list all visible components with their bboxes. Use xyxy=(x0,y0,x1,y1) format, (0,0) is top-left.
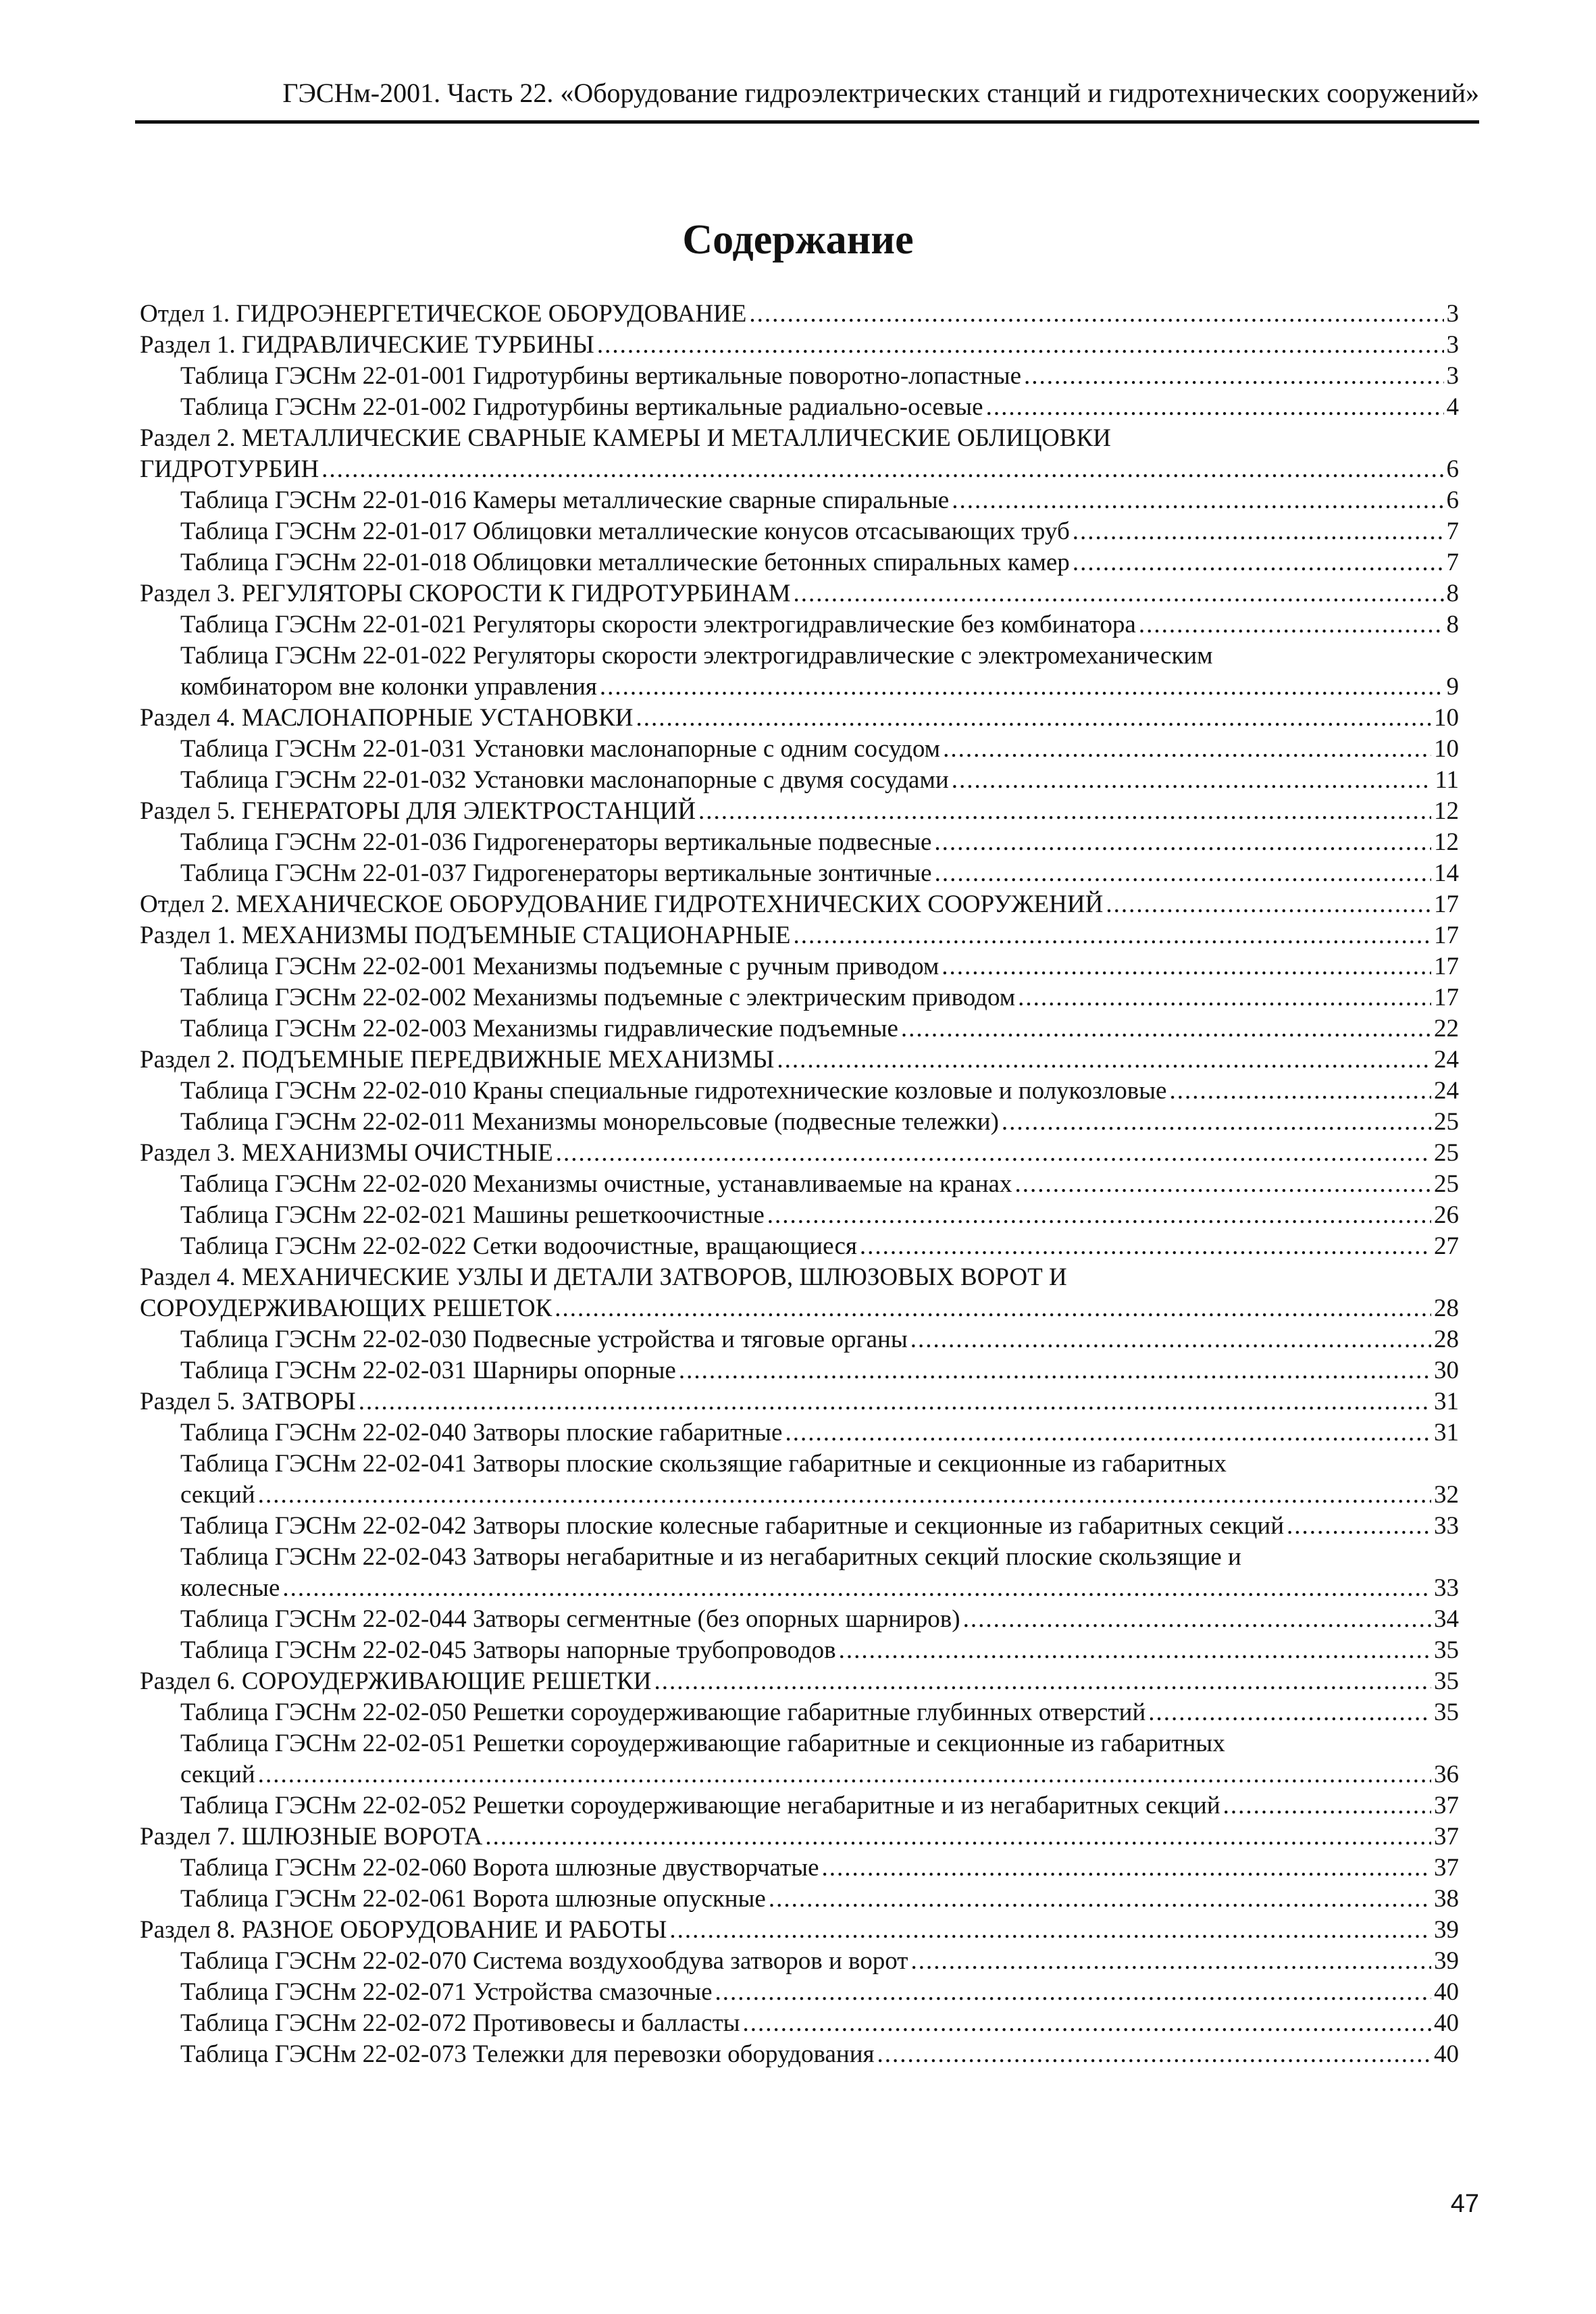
toc-leader-dots xyxy=(986,392,1444,423)
toc-section-entry[interactable] xyxy=(140,920,1459,951)
toc-section-entry[interactable] xyxy=(140,1666,1459,1697)
toc-page-number: 37 xyxy=(1434,1792,1459,1819)
toc-entry-text: Раздел 1. ГИДРАВЛИЧЕСКИЕ ТУРБИНЫ xyxy=(140,331,594,359)
toc-page-number: 36 xyxy=(1434,1761,1459,1788)
toc-page-number: 38 xyxy=(1434,1885,1459,1913)
toc-leader-dots xyxy=(934,827,1431,858)
toc-leader-dots xyxy=(793,920,1431,951)
toc-table-entry[interactable] xyxy=(140,1417,1459,1449)
toc-entry-text: Таблица ГЭСНм 22-02-011 Механизмы монорельсовые (подвесные тележки) xyxy=(180,1108,999,1136)
toc-leader-dots xyxy=(282,1573,1431,1604)
toc-table-entry[interactable] xyxy=(140,1511,1459,1542)
toc-leader-dots xyxy=(359,1386,1431,1417)
toc-page-number: 31 xyxy=(1434,1388,1459,1415)
toc-leader-dots xyxy=(1223,1790,1431,1821)
toc-section-entry[interactable] xyxy=(140,299,1459,330)
toc-page-number: 11 xyxy=(1435,766,1459,794)
toc-leader-dots xyxy=(767,1200,1431,1231)
toc-entry-text: секций xyxy=(180,1481,255,1509)
toc-page-number: 3 xyxy=(1446,362,1459,390)
toc-entry-text: Раздел 4. МЕХАНИЧЕСКИЕ УЗЛЫ И ДЕТАЛИ ЗАТВОРОВ, ШЛЮЗОВЫХ ВОРОТ И xyxy=(140,1263,1067,1291)
toc-page-number: 14 xyxy=(1434,859,1459,887)
toc-entry-text: Отдел 2. МЕХАНИЧЕСКОЕ ОБОРУДОВАНИЕ ГИДРОТЕХНИЧЕСКИХ СООРУЖЕНИЙ xyxy=(140,890,1104,918)
toc-entry-text: Таблица ГЭСНм 22-01-021 Регуляторы скорости электрогидравлические без комбинатора xyxy=(180,611,1136,638)
toc-page-number: 17 xyxy=(1434,890,1459,918)
toc-entry-text: Отдел 1. ГИДРОЭНЕРГЕТИЧЕСКОЕ ОБОРУДОВАНИЕ xyxy=(140,300,747,328)
toc-leader-dots xyxy=(679,1355,1431,1386)
toc-entry-text: Раздел 3. РЕГУЛЯТОРЫ СКОРОСТИ К ГИДРОТУРБИНАМ xyxy=(140,580,791,607)
toc-page-number: 24 xyxy=(1434,1077,1459,1105)
toc-entry-text: Таблица ГЭСНм 22-02-072 Противовесы и балласты xyxy=(180,2009,740,2037)
toc-entry-text: Таблица ГЭСНм 22-02-003 Механизмы гидравлические подъемные xyxy=(180,1015,898,1042)
toc-leader-dots xyxy=(597,330,1444,361)
toc-entry-text: комбинатором вне колонки управления xyxy=(180,673,597,701)
toc-entry-text: Таблица ГЭСНм 22-02-040 Затворы плоские габаритные xyxy=(180,1419,783,1447)
toc-entry-text: Таблица ГЭСНм 22-02-031 Шарниры опорные xyxy=(180,1357,676,1384)
toc-entry-text: Таблица ГЭСНм 22-01-037 Гидрогенераторы вертикальные зонтичные xyxy=(180,859,932,887)
toc-table-entry[interactable] xyxy=(140,1542,1459,1604)
toc-leader-dots xyxy=(822,1853,1432,1884)
toc-leader-dots xyxy=(860,1231,1431,1262)
toc-table-entry[interactable] xyxy=(140,1169,1459,1200)
toc-leader-dots xyxy=(636,703,1431,734)
toc-entry-text: Таблица ГЭСНм 22-02-042 Затворы плоские колесные габаритные и секционные из габаритных секций xyxy=(180,1512,1285,1540)
toc-table-entry[interactable] xyxy=(140,734,1459,765)
toc-table-entry[interactable] xyxy=(140,765,1459,796)
header-rule xyxy=(135,120,1479,124)
toc-entry-text: Таблица ГЭСНм 22-01-016 Камеры металлические сварные спиральные xyxy=(180,486,950,514)
toc-entry-text: Таблица ГЭСНм 22-02-052 Решетки сороудерживающие негабаритные и из негабаритных секций xyxy=(180,1792,1220,1819)
toc-table-entry[interactable] xyxy=(140,1977,1459,2008)
toc-page-number: 33 xyxy=(1434,1512,1459,1540)
toc-page-number: 35 xyxy=(1434,1699,1459,1726)
toc-page-number: 37 xyxy=(1434,1823,1459,1851)
toc-leader-dots xyxy=(715,1977,1432,2008)
toc-page-number: 7 xyxy=(1446,518,1459,545)
toc-section-entry[interactable] xyxy=(140,578,1459,609)
toc-page-number: 4 xyxy=(1446,393,1459,421)
toc-page-number: 17 xyxy=(1434,984,1459,1011)
toc-table-entry[interactable] xyxy=(140,1635,1459,1666)
page-title: Содержание xyxy=(682,217,914,263)
toc-page-number: 8 xyxy=(1446,611,1459,638)
toc-leader-dots xyxy=(839,1635,1431,1666)
toc-table-entry[interactable] xyxy=(140,951,1459,982)
table-of-contents xyxy=(140,299,1459,2070)
toc-entry-text: колесные xyxy=(180,1574,280,1602)
toc-page-number: 12 xyxy=(1434,828,1459,856)
toc-leader-dots xyxy=(910,1946,1431,1977)
toc-leader-dots xyxy=(749,299,1443,330)
toc-leader-dots xyxy=(769,1884,1431,1915)
toc-page-number: 40 xyxy=(1434,2009,1459,2037)
toc-leader-dots xyxy=(743,2008,1432,2039)
toc-entry-text: Таблица ГЭСНм 22-02-051 Решетки сороудерживающие габаритные и секционные из габаритных xyxy=(180,1730,1225,1757)
toc-entry-text: Таблица ГЭСНм 22-02-002 Механизмы подъемные с электрическим приводом xyxy=(180,984,1016,1011)
toc-table-entry[interactable] xyxy=(140,858,1459,889)
toc-leader-dots xyxy=(901,1013,1431,1045)
toc-section-entry[interactable] xyxy=(140,703,1459,734)
toc-leader-dots xyxy=(258,1480,1431,1511)
toc-entry-text: Раздел 5. ЗАТВОРЫ xyxy=(140,1388,356,1415)
toc-leader-dots xyxy=(1139,609,1444,640)
toc-entry-text: Раздел 2. ПОДЪЕМНЫЕ ПЕРЕДВИЖНЫЕ МЕХАНИЗМЫ xyxy=(140,1046,775,1074)
toc-page-number: 40 xyxy=(1434,2040,1459,2068)
toc-entry-text: Раздел 1. МЕХАНИЗМЫ ПОДЪЕМНЫЕ СТАЦИОНАРНЫЕ xyxy=(140,922,791,949)
toc-entry-text: Таблица ГЭСНм 22-02-070 Система воздухообдува затворов и ворот xyxy=(180,1947,908,1975)
toc-table-entry[interactable] xyxy=(140,1946,1459,1977)
toc-entry-text: Раздел 8. РАЗНОЕ ОБОРУДОВАНИЕ И РАБОТЫ xyxy=(140,1916,667,1944)
toc-table-entry[interactable] xyxy=(140,640,1459,703)
toc-leader-dots xyxy=(963,1604,1431,1635)
toc-page-number: 31 xyxy=(1434,1419,1459,1447)
toc-entry-text: Таблица ГЭСНм 22-02-060 Ворота шлюзные двустворчатые xyxy=(180,1854,819,1882)
toc-leader-dots xyxy=(1073,516,1444,547)
toc-leader-dots xyxy=(1148,1697,1431,1728)
toc-entry-text: Таблица ГЭСНм 22-01-031 Установки маслонапорные с одним сосудом xyxy=(180,735,941,763)
toc-leader-dots xyxy=(1014,1169,1431,1200)
toc-table-entry[interactable] xyxy=(140,982,1459,1013)
toc-page-number: 40 xyxy=(1434,1978,1459,2006)
toc-leader-dots xyxy=(777,1045,1431,1076)
toc-page-number: 17 xyxy=(1434,922,1459,949)
toc-page-number: 6 xyxy=(1446,455,1459,483)
toc-entry-text: Таблица ГЭСНм 22-02-030 Подвесные устройства и тяговые органы xyxy=(180,1326,908,1353)
toc-page-number: 39 xyxy=(1434,1947,1459,1975)
toc-leader-dots xyxy=(485,1821,1431,1853)
toc-section-entry[interactable] xyxy=(140,1386,1459,1417)
toc-section-entry[interactable] xyxy=(140,889,1459,920)
toc-table-entry[interactable] xyxy=(140,1853,1459,1884)
toc-entry-text: Раздел 3. МЕХАНИЗМЫ ОЧИСТНЫЕ xyxy=(140,1139,553,1167)
toc-page-number: 30 xyxy=(1434,1357,1459,1384)
toc-entry-text: Таблица ГЭСНм 22-02-041 Затворы плоские скользящие габаритные и секционные из габаритных xyxy=(180,1450,1227,1478)
toc-leader-dots xyxy=(1002,1107,1431,1138)
toc-leader-dots xyxy=(1018,982,1431,1013)
toc-entry-text: Таблица ГЭСНм 22-01-002 Гидротурбины вертикальные радиально-осевые xyxy=(180,393,983,421)
toc-leader-dots xyxy=(1024,361,1443,392)
toc-page-number: 10 xyxy=(1434,704,1459,732)
toc-entry-text: СОРОУДЕРЖИВАЮЩИХ РЕШЕТОК xyxy=(140,1294,552,1322)
toc-entry-text: Таблица ГЭСНм 22-02-043 Затворы негабаритные и из негабаритных секций плоские скользящие и xyxy=(180,1543,1241,1571)
toc-entry-text: Таблица ГЭСНм 22-01-001 Гидротурбины вертикальные поворотно-лопастные xyxy=(180,362,1022,390)
toc-entry-text: Таблица ГЭСНм 22-02-061 Ворота шлюзные опускные xyxy=(180,1885,766,1913)
toc-leader-dots xyxy=(654,1666,1431,1697)
toc-entry-text: Раздел 6. СОРОУДЕРЖИВАЮЩИЕ РЕШЕТКИ xyxy=(140,1667,652,1695)
toc-page-number: 25 xyxy=(1434,1108,1459,1136)
toc-leader-dots xyxy=(943,734,1431,765)
toc-table-entry[interactable] xyxy=(140,1790,1459,1821)
toc-leader-dots xyxy=(698,796,1431,827)
toc-leader-dots xyxy=(942,951,1431,982)
toc-table-entry[interactable] xyxy=(140,485,1459,516)
toc-entry-text: Таблица ГЭСНм 22-01-032 Установки маслонапорные с двумя сосудами xyxy=(180,766,949,794)
toc-leader-dots xyxy=(1169,1076,1431,1107)
toc-page-number: 25 xyxy=(1434,1170,1459,1198)
toc-page-number: 32 xyxy=(1434,1481,1459,1509)
toc-leader-dots xyxy=(556,1138,1431,1169)
toc-page-number: 33 xyxy=(1434,1574,1459,1602)
toc-table-entry[interactable] xyxy=(140,1355,1459,1386)
toc-page-number: 34 xyxy=(1434,1605,1459,1633)
toc-page-number: 3 xyxy=(1446,300,1459,328)
toc-page-number: 17 xyxy=(1434,953,1459,980)
toc-page-number: 35 xyxy=(1434,1667,1459,1695)
toc-section-entry[interactable] xyxy=(140,423,1459,485)
toc-leader-dots xyxy=(258,1759,1431,1790)
page-number: 47 xyxy=(1450,2190,1479,2218)
toc-entry-text: Таблица ГЭСНм 22-01-022 Регуляторы скорости электрогидравлические с электромеханическим xyxy=(180,642,1213,670)
toc-page-number: 6 xyxy=(1446,486,1459,514)
toc-entry-text: Таблица ГЭСНм 22-02-071 Устройства смазочные xyxy=(180,1978,713,2006)
toc-table-entry[interactable] xyxy=(140,2008,1459,2039)
toc-section-entry[interactable] xyxy=(140,1138,1459,1169)
toc-leader-dots xyxy=(669,1915,1431,1946)
toc-leader-dots xyxy=(785,1417,1431,1449)
toc-leader-dots xyxy=(952,485,1443,516)
toc-page-number: 12 xyxy=(1434,797,1459,825)
toc-section-entry[interactable] xyxy=(140,1262,1459,1324)
toc-section-entry[interactable] xyxy=(140,796,1459,827)
toc-leader-dots xyxy=(952,765,1433,796)
toc-page-number: 7 xyxy=(1446,549,1459,576)
toc-leader-dots xyxy=(935,858,1431,889)
toc-entry-text: Раздел 2. МЕТАЛЛИЧЕСКИЕ СВАРНЫЕ КАМЕРЫ И МЕТАЛЛИЧЕСКИЕ ОБЛИЦОВКИ xyxy=(140,424,1111,452)
toc-leader-dots xyxy=(877,2039,1431,2070)
toc-page-number: 28 xyxy=(1434,1326,1459,1353)
toc-entry-text: Таблица ГЭСНм 22-02-021 Машины решеткоочистные xyxy=(180,1201,765,1229)
toc-table-entry[interactable] xyxy=(140,609,1459,640)
toc-table-entry[interactable] xyxy=(140,1604,1459,1635)
toc-section-entry[interactable] xyxy=(140,1045,1459,1076)
toc-table-entry[interactable] xyxy=(140,392,1459,423)
toc-table-entry[interactable] xyxy=(140,1231,1459,1262)
toc-entry-text: Таблица ГЭСНм 22-02-001 Механизмы подъемные с ручным приводом xyxy=(180,953,939,980)
toc-entry-text: Таблица ГЭСНм 22-01-018 Облицовки металлические бетонных спиральных камер xyxy=(180,549,1070,576)
toc-entry-text: Таблица ГЭСНм 22-02-073 Тележки для перевозки оборудования xyxy=(180,2040,875,2068)
running-header: ГЭСНм-2001. Часть 22. «Оборудование гидроэлектрических станций и гидротехнических сооружений» xyxy=(282,78,1479,108)
toc-table-entry[interactable] xyxy=(140,1324,1459,1355)
toc-table-entry[interactable] xyxy=(140,361,1459,392)
toc-section-entry[interactable] xyxy=(140,1821,1459,1853)
toc-entry-text: Таблица ГЭСНм 22-01-017 Облицовки металлические конусов отсасывающих труб xyxy=(180,518,1070,545)
toc-entry-text: Таблица ГЭСНм 22-02-020 Механизмы очистные, устанавливаемые на кранах xyxy=(180,1170,1012,1198)
toc-leader-dots xyxy=(1287,1511,1431,1542)
toc-entry-text: ГИДРОТУРБИН xyxy=(140,455,319,483)
toc-entry-text: Таблица ГЭСНм 22-01-036 Гидрогенераторы вертикальные подвесные xyxy=(180,828,932,856)
toc-page-number: 22 xyxy=(1434,1015,1459,1042)
toc-page-number: 26 xyxy=(1434,1201,1459,1229)
toc-entry-text: Раздел 5. ГЕНЕРАТОРЫ ДЛЯ ЭЛЕКТРОСТАНЦИЙ xyxy=(140,797,696,825)
toc-page-number: 10 xyxy=(1434,735,1459,763)
toc-table-entry[interactable] xyxy=(140,1076,1459,1107)
toc-entry-text: Раздел 7. ШЛЮЗНЫЕ ВОРОТА xyxy=(140,1823,483,1851)
toc-page-number: 35 xyxy=(1434,1636,1459,1664)
toc-page-number: 24 xyxy=(1434,1046,1459,1074)
toc-table-entry[interactable] xyxy=(140,1884,1459,1915)
toc-leader-dots xyxy=(910,1324,1431,1355)
toc-table-entry[interactable] xyxy=(140,1697,1459,1728)
toc-section-entry[interactable] xyxy=(140,330,1459,361)
toc-leader-dots xyxy=(555,1293,1431,1324)
toc-table-entry[interactable] xyxy=(140,1013,1459,1045)
toc-page-number: 8 xyxy=(1446,580,1459,607)
toc-entry-text: Таблица ГЭСНм 22-02-044 Затворы сегментные (без опорных шарниров) xyxy=(180,1605,960,1633)
toc-leader-dots xyxy=(321,454,1443,485)
toc-section-entry[interactable] xyxy=(140,1915,1459,1946)
toc-entry-text: Раздел 4. МАСЛОНАПОРНЫЕ УСТАНОВКИ xyxy=(140,704,634,732)
toc-leader-dots xyxy=(1106,889,1431,920)
toc-page-number: 9 xyxy=(1446,673,1459,701)
toc-page-number: 27 xyxy=(1434,1232,1459,1260)
toc-entry-text: Таблица ГЭСНм 22-02-010 Краны специальные гидротехнические козловые и полукозловые xyxy=(180,1077,1167,1105)
toc-page-number: 37 xyxy=(1434,1854,1459,1882)
toc-table-entry[interactable] xyxy=(140,1200,1459,1231)
toc-leader-dots xyxy=(1073,547,1444,578)
toc-entry-text: Таблица ГЭСНм 22-02-022 Сетки водоочистные, вращающиеся xyxy=(180,1232,857,1260)
toc-leader-dots xyxy=(794,578,1444,609)
toc-entry-text: секций xyxy=(180,1761,255,1788)
toc-table-entry[interactable] xyxy=(140,547,1459,578)
toc-page-number: 3 xyxy=(1446,331,1459,359)
toc-table-entry[interactable] xyxy=(140,1449,1459,1511)
toc-page-number: 25 xyxy=(1434,1139,1459,1167)
toc-entry-text: Таблица ГЭСНм 22-02-050 Решетки сороудерживающие габаритные глубинных отверстий xyxy=(180,1699,1146,1726)
toc-entry-text: Таблица ГЭСНм 22-02-045 Затворы напорные трубопроводов xyxy=(180,1636,836,1664)
toc-table-entry[interactable] xyxy=(140,1107,1459,1138)
toc-table-entry[interactable] xyxy=(140,827,1459,858)
toc-table-entry[interactable] xyxy=(140,516,1459,547)
toc-table-entry[interactable] xyxy=(140,1728,1459,1790)
toc-leader-dots xyxy=(600,672,1444,703)
toc-table-entry[interactable] xyxy=(140,2039,1459,2070)
toc-page-number: 28 xyxy=(1434,1294,1459,1322)
toc-page-number: 39 xyxy=(1434,1916,1459,1944)
